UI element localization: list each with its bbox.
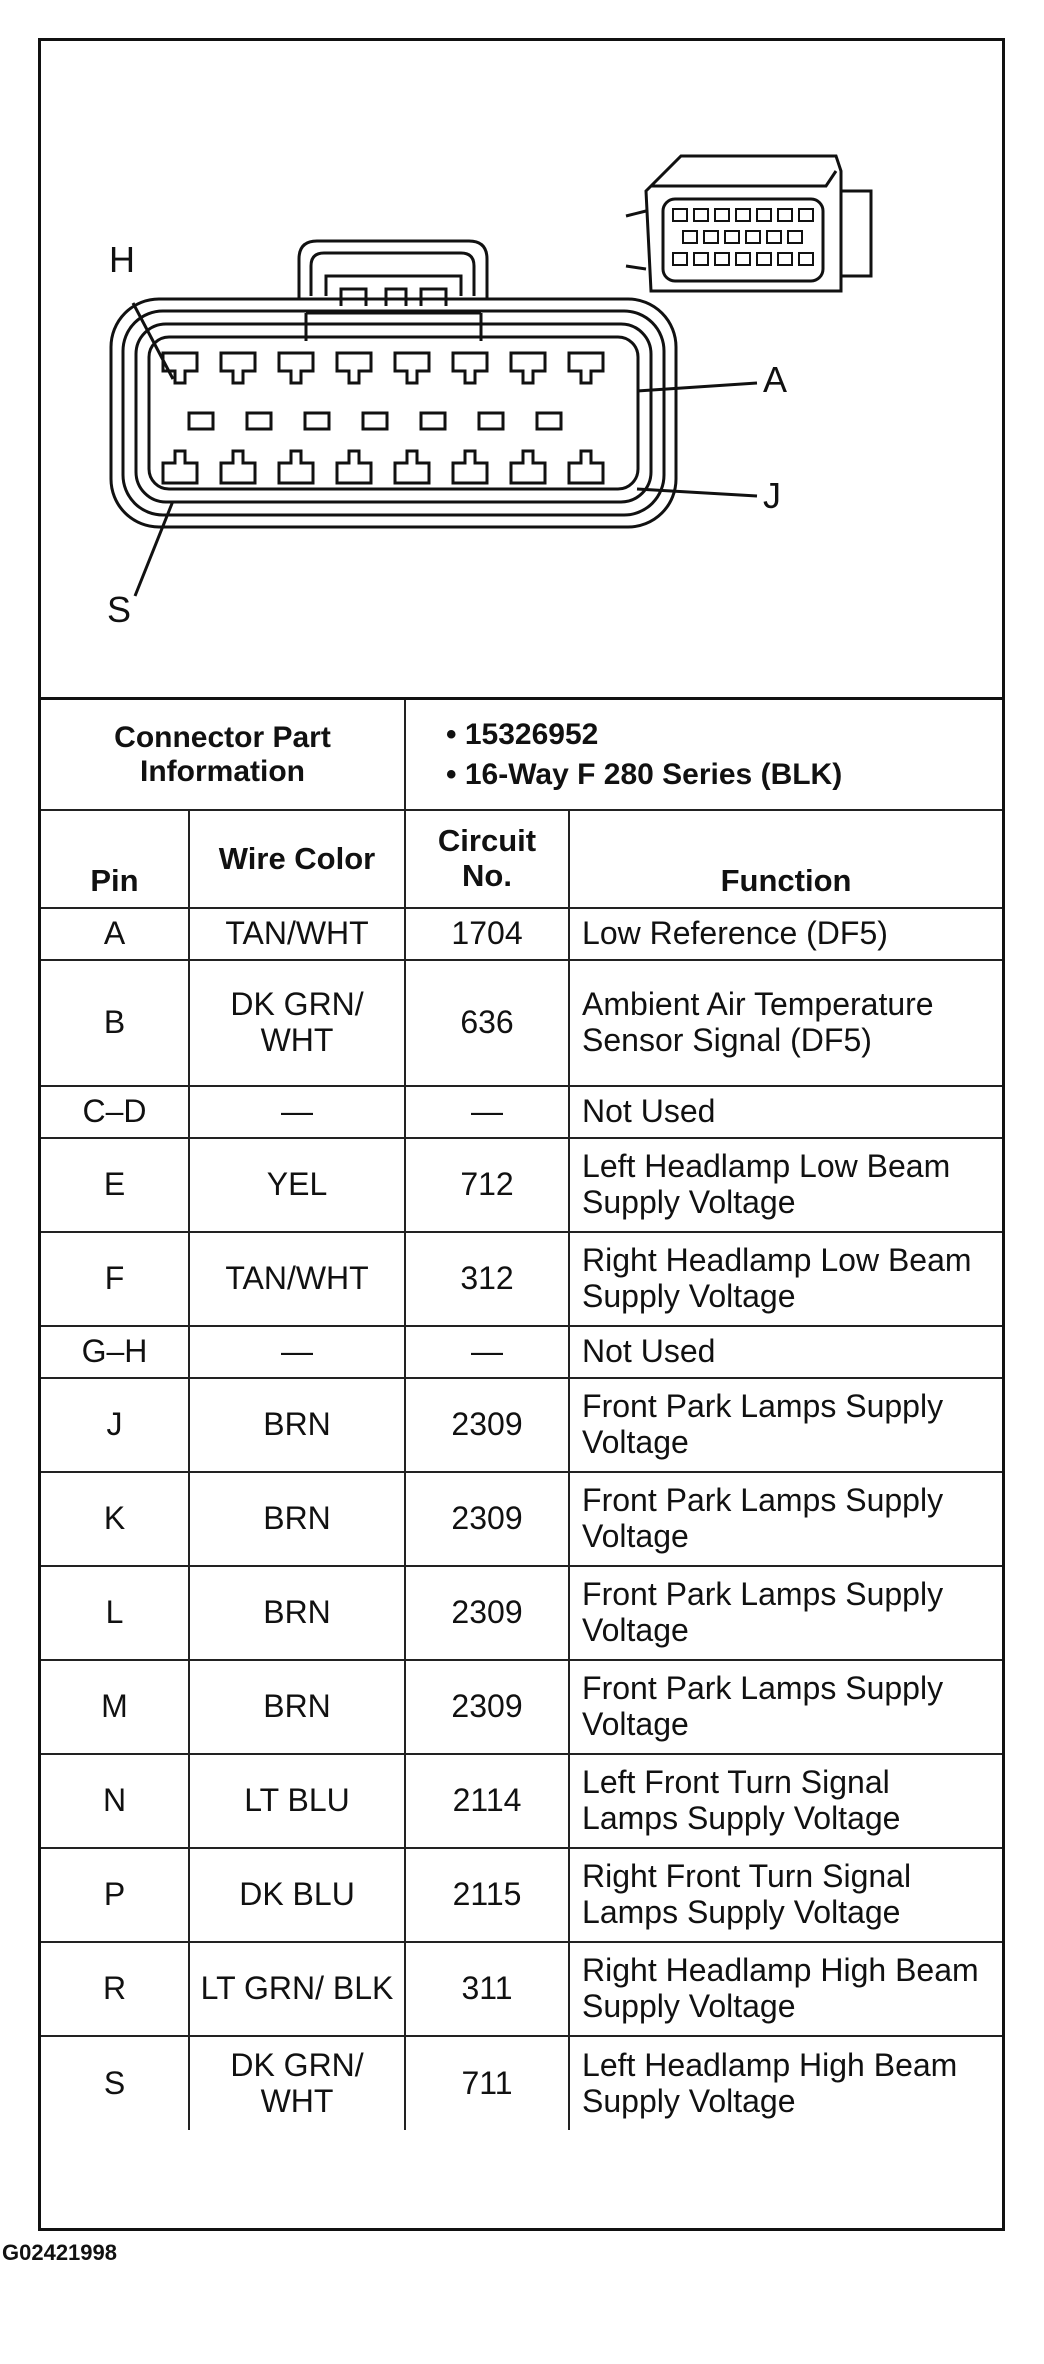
small-pin-cavity [715, 209, 729, 221]
pin-cell: A [41, 908, 189, 960]
pin-cell: K [41, 1472, 189, 1566]
header-wire-color: Wire Color [189, 810, 405, 908]
small-pin-cavity [673, 209, 687, 221]
small-pin-cavity [715, 253, 729, 265]
pin-cavity [163, 451, 197, 483]
pin-cavity [453, 353, 487, 383]
connector-type: • 16-Way F 280 Series (BLK) [446, 757, 843, 791]
connector-perspective-icon [626, 156, 871, 291]
small-pin-cavity [757, 209, 771, 221]
table-row [41, 1232, 1002, 1326]
small-pin-cavity [694, 209, 708, 221]
small-pin-cavity [799, 253, 813, 265]
circuit-cell: 1704 [405, 908, 569, 960]
function-cell: Right Headlamp Low Beam Supply Voltage [569, 1232, 1002, 1326]
connector-drawing [41, 41, 1002, 697]
small-pin-cavity [778, 253, 792, 265]
wire-color-cell: DK GRN/ WHT [189, 960, 405, 1086]
function-cell: Left Headlamp High Beam Supply Voltage [569, 2036, 1002, 2130]
function-cell: Ambient Air Temperature Sensor Signal (DF5) [569, 960, 1002, 1086]
function-cell: Front Park Lamps Supply Voltage [569, 1660, 1002, 1754]
table-row [41, 960, 1002, 1086]
pin-cavity [395, 353, 429, 383]
small-pin-cavity [736, 253, 750, 265]
pin-cell: J [41, 1378, 189, 1472]
small-pin-cavity [694, 253, 708, 265]
label-h: H [109, 239, 135, 280]
wire-color-cell: DK GRN/ WHT [189, 2036, 405, 2130]
connector-face [111, 241, 676, 527]
pin-cavity [511, 353, 545, 383]
pin-cavity [337, 451, 371, 483]
connector-info-label: Connector Part Information [41, 700, 405, 810]
pin-cell: E [41, 1138, 189, 1232]
latch-window [537, 413, 561, 429]
circuit-cell: — [405, 1326, 569, 1378]
small-pin-cavity [746, 231, 760, 243]
table-row [41, 1086, 1002, 1138]
latch-window [247, 413, 271, 429]
small-pin-cavity [725, 231, 739, 243]
header-row [41, 810, 1002, 908]
circuit-cell: 636 [405, 960, 569, 1086]
pin-cell: S [41, 2036, 189, 2130]
pin-cavity [569, 353, 603, 383]
pin-cavity [569, 451, 603, 483]
function-cell: Front Park Lamps Supply Voltage [569, 1566, 1002, 1660]
pin-cell: P [41, 1848, 189, 1942]
function-cell: Not Used [569, 1326, 1002, 1378]
pin-cavity [221, 353, 255, 383]
function-cell: Front Park Lamps Supply Voltage [569, 1378, 1002, 1472]
table-row [41, 1848, 1002, 1942]
function-cell: Right Headlamp High Beam Supply Voltage [569, 1942, 1002, 2036]
pin-cavity [337, 353, 371, 383]
header-function: Function [569, 810, 1002, 908]
pin-cell: M [41, 1660, 189, 1754]
latch-window [421, 413, 445, 429]
circuit-cell: 2115 [405, 1848, 569, 1942]
circuit-cell: 711 [405, 2036, 569, 2130]
header-circuit: Circuit No. [405, 810, 569, 908]
pin-cell: B [41, 960, 189, 1086]
label-j: J [763, 475, 781, 516]
wire-color-cell: BRN [189, 1378, 405, 1472]
pin-cavity [395, 451, 429, 483]
table-row [41, 2036, 1002, 2130]
function-cell: Low Reference (DF5) [569, 908, 1002, 960]
table-row [41, 1566, 1002, 1660]
table-row [41, 1138, 1002, 1232]
wire-color-cell: — [189, 1326, 405, 1378]
function-cell: Left Front Turn Signal Lamps Supply Voltage [569, 1754, 1002, 1848]
function-cell: Front Park Lamps Supply Voltage [569, 1472, 1002, 1566]
wire-color-cell: BRN [189, 1566, 405, 1660]
pinout-table [41, 700, 1002, 2130]
function-cell: Right Front Turn Signal Lamps Supply Voltage [569, 1848, 1002, 1942]
latch-window [363, 413, 387, 429]
latch-window [479, 413, 503, 429]
label-s: S [107, 589, 132, 630]
table-row [41, 1942, 1002, 2036]
pin-cell: N [41, 1754, 189, 1848]
wire-color-cell: TAN/WHT [189, 1232, 405, 1326]
connector-info-values [405, 700, 1002, 810]
wire-color-cell: DK BLU [189, 1848, 405, 1942]
wire-color-cell: LT GRN/ BLK [189, 1942, 405, 2036]
figure-code: G02421998 [2, 2240, 117, 2265]
pin-cell: L [41, 1566, 189, 1660]
function-cell: Left Headlamp Low Beam Supply Voltage [569, 1138, 1002, 1232]
wire-color-cell: BRN [189, 1660, 405, 1754]
part-number: • 15326952 [446, 717, 599, 751]
wire-color-cell: LT BLU [189, 1754, 405, 1848]
wire-color-cell: YEL [189, 1138, 405, 1232]
header-pin: Pin [41, 810, 189, 908]
circuit-cell: 2309 [405, 1472, 569, 1566]
connector-face-diagram [41, 41, 1002, 700]
circuit-cell: 712 [405, 1138, 569, 1232]
circuit-cell: 2114 [405, 1754, 569, 1848]
circuit-cell: — [405, 1086, 569, 1138]
circuit-cell: 2309 [405, 1378, 569, 1472]
small-pin-cavity [767, 231, 781, 243]
pin-cell: F [41, 1232, 189, 1326]
function-cell: Not Used [569, 1086, 1002, 1138]
pin-cavity [279, 353, 313, 383]
wire-color-cell: — [189, 1086, 405, 1138]
circuit-cell: 312 [405, 1232, 569, 1326]
connector-sheet [38, 38, 1005, 2231]
latch-window [305, 413, 329, 429]
table-row [41, 1660, 1002, 1754]
small-pin-cavity [683, 231, 697, 243]
pin-cavity [511, 451, 545, 483]
connector-info-row [41, 700, 1002, 810]
small-pin-cavity [757, 253, 771, 265]
small-pin-cavity [736, 209, 750, 221]
wire-color-cell: BRN [189, 1472, 405, 1566]
small-pin-cavity [799, 209, 813, 221]
small-pin-cavity [778, 209, 792, 221]
small-pin-cavity [673, 253, 687, 265]
latch-window [189, 413, 213, 429]
circuit-cell: 311 [405, 1942, 569, 2036]
small-pin-cavity [704, 231, 718, 243]
label-a: A [763, 359, 788, 400]
pin-cavity [221, 451, 255, 483]
pin-cavity [279, 451, 313, 483]
pin-cell: C–D [41, 1086, 189, 1138]
pin-cell: G–H [41, 1326, 189, 1378]
table-row [41, 1326, 1002, 1378]
table-row [41, 1472, 1002, 1566]
pin-cell: R [41, 1942, 189, 2036]
pin-cavity [453, 451, 487, 483]
table-row [41, 1378, 1002, 1472]
circuit-cell: 2309 [405, 1660, 569, 1754]
table-row [41, 908, 1002, 960]
table-row [41, 1754, 1002, 1848]
small-pin-cavity [788, 231, 802, 243]
wire-color-cell: TAN/WHT [189, 908, 405, 960]
circuit-cell: 2309 [405, 1566, 569, 1660]
